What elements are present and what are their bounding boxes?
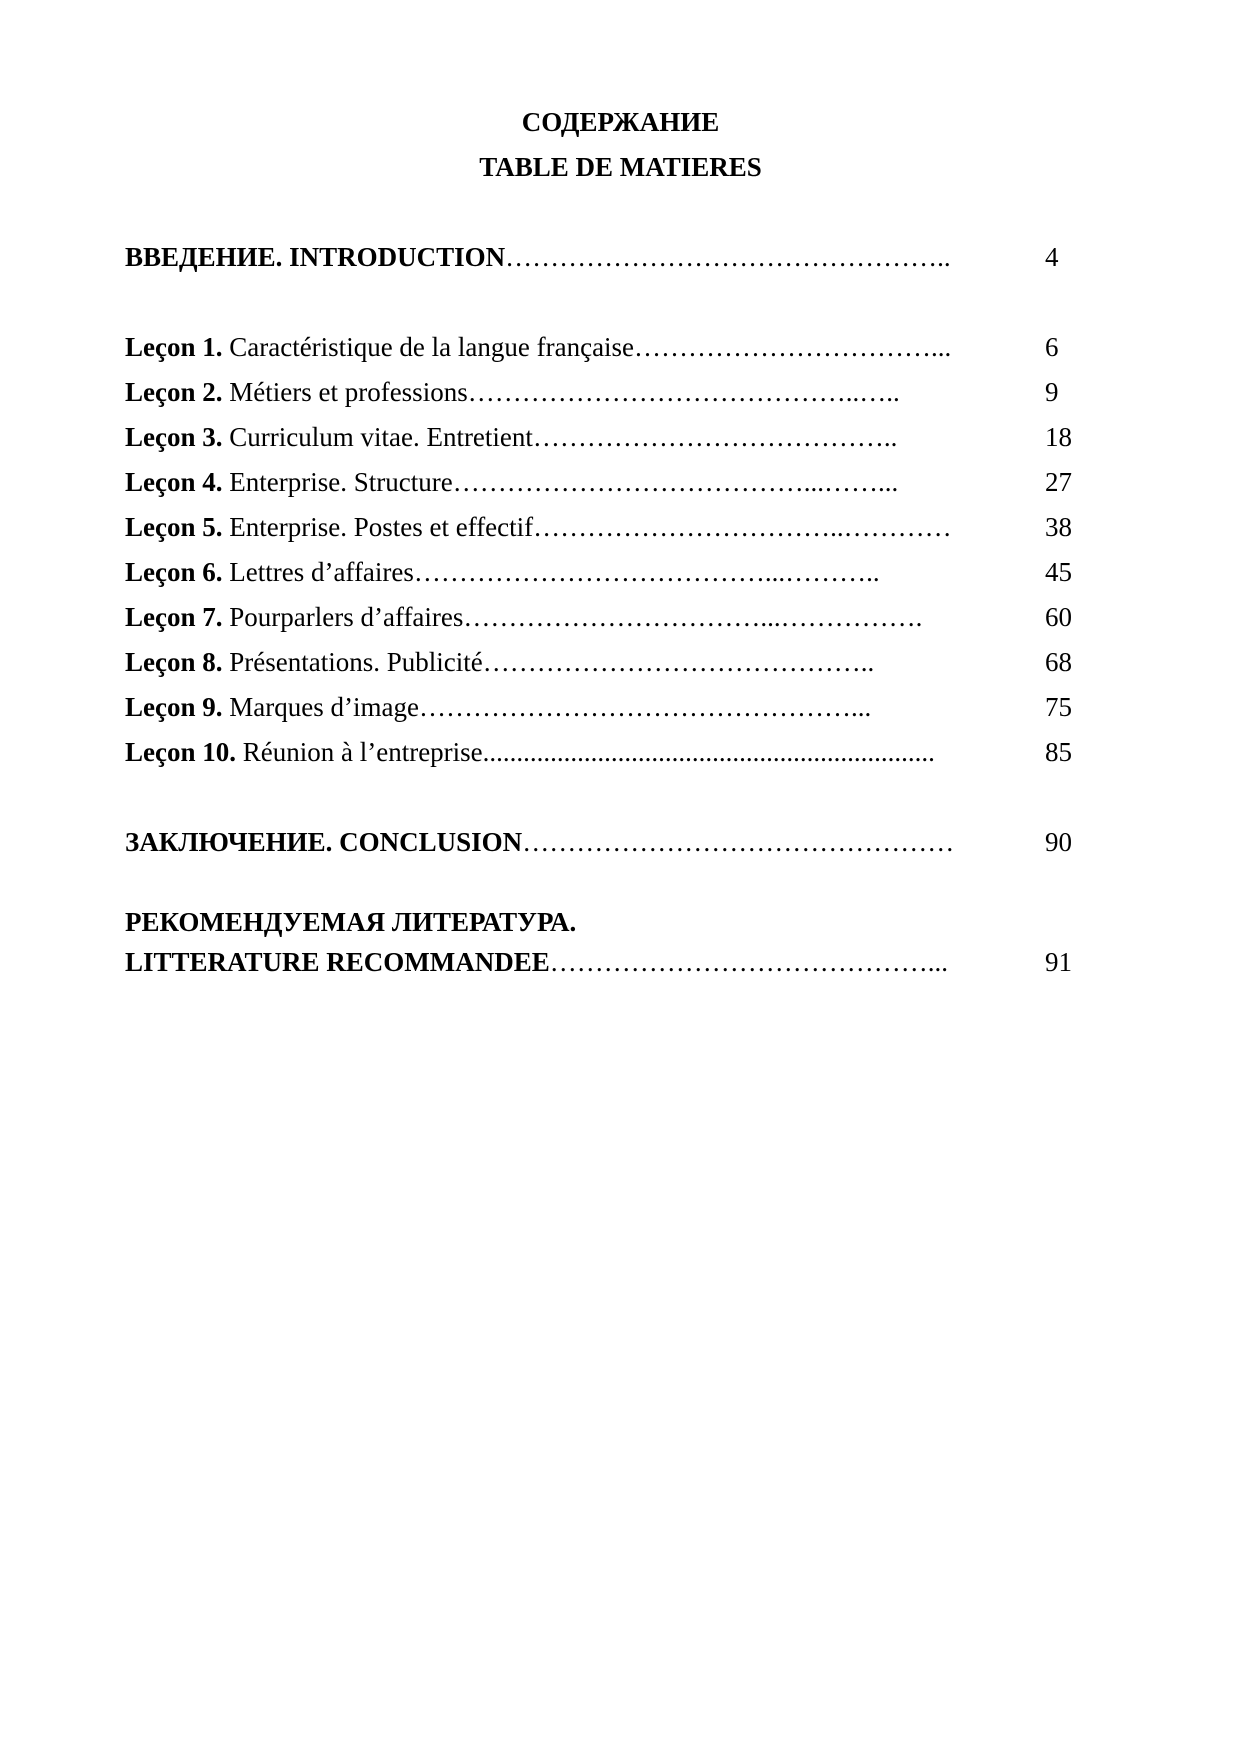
title-french: TABLE DE MATIERES xyxy=(479,152,762,182)
toc-leader-dots: ……………………………..………… xyxy=(533,512,952,542)
toc-leader-dots: ………………………………………… xyxy=(522,827,955,857)
toc-entry-label: ВВЕДЕНИЕ. INTRODUCTION xyxy=(125,242,506,272)
toc-leader-dots: ……………………………………... xyxy=(549,947,949,977)
toc-page-number: 38 xyxy=(1045,512,1072,542)
toc-entry-text xyxy=(125,945,948,979)
toc-page-number: 60 xyxy=(1045,602,1072,632)
toc-page-number: 18 xyxy=(1045,422,1072,452)
lesson-number: Leçon 5. xyxy=(125,512,223,542)
toc-entry-label: ЗАКЛЮЧЕНИЕ. CONCLUSION xyxy=(125,827,523,857)
lesson-number: Leçon 7. xyxy=(125,602,223,632)
lesson-title: Curriculum vitae. Entretient xyxy=(222,422,533,452)
lesson-title: Pourparlers d’affaires xyxy=(222,602,464,632)
lesson-title: Métiers et professions xyxy=(222,377,468,407)
lesson-title: Marques d’image xyxy=(222,692,419,722)
toc-page-number: 90 xyxy=(1045,827,1072,857)
toc-entry-text xyxy=(125,375,900,409)
toc-entry-text xyxy=(125,240,951,274)
lesson-number: Leçon 1. xyxy=(125,332,223,362)
toc-page-number: 6 xyxy=(1045,332,1059,362)
title-russian: СОДЕРЖАНИЕ xyxy=(521,107,720,137)
toc-entry-text xyxy=(125,735,935,769)
toc-entry-text xyxy=(125,555,880,589)
toc-page-number: 85 xyxy=(1045,737,1072,767)
lesson-title: Enterprise. Structure xyxy=(222,467,453,497)
lesson-title: Caractéristique de la langue française xyxy=(222,332,635,362)
toc-entry-text xyxy=(125,420,897,454)
toc-entry-text xyxy=(125,510,952,544)
lesson-number: Leçon 8. xyxy=(125,647,223,677)
toc-entry-text xyxy=(125,465,898,499)
toc-leader-dots: ……………………………...……………. xyxy=(463,602,923,632)
lesson-number: Leçon 9. xyxy=(125,692,223,722)
toc-leader-dots: …………………………………...……….. xyxy=(413,557,880,587)
lesson-title: Présentations. Publicité xyxy=(222,647,483,677)
toc-leader-dots: ……………………………………..….. xyxy=(467,377,900,407)
toc-entry-text xyxy=(125,825,954,859)
toc-leader-dots: …………………………………...……... xyxy=(452,467,899,497)
toc-page-number: 45 xyxy=(1045,557,1072,587)
toc-entry-label: LITTERATURE RECOMMANDEE xyxy=(125,947,550,977)
toc-leader-dots: ……………………………... xyxy=(634,332,952,362)
toc-page-number: 27 xyxy=(1045,467,1072,497)
toc-entry-label: РЕКОМЕНДУЕМАЯ ЛИТЕРАТУРА. xyxy=(125,907,577,937)
lesson-number: Leçon 2. xyxy=(125,377,223,407)
toc-leader-dots: ………………………………….. xyxy=(532,422,898,452)
toc-leader-dots: …………………………………….. xyxy=(482,647,875,677)
lesson-number: Leçon 10. xyxy=(125,737,236,767)
toc-page-number: 91 xyxy=(1045,947,1072,977)
toc-leader-dots: ………………………………………….. xyxy=(505,242,951,272)
toc-leader-dots: ................................................................... xyxy=(482,737,935,767)
lesson-title: Enterprise. Postes et effectif xyxy=(222,512,534,542)
toc-entry-text xyxy=(125,690,871,724)
toc-page-number: 75 xyxy=(1045,692,1072,722)
lesson-number: Leçon 3. xyxy=(125,422,223,452)
toc-entry-text xyxy=(125,330,951,364)
lesson-number: Leçon 6. xyxy=(125,557,223,587)
toc-leader-dots: …………………………………………... xyxy=(418,692,872,722)
toc-page-number: 68 xyxy=(1045,647,1072,677)
toc-page-number: 9 xyxy=(1045,377,1059,407)
toc-entry-text xyxy=(125,600,922,634)
toc-entry-text xyxy=(125,645,874,679)
lesson-title: Réunion à l’entreprise xyxy=(236,737,483,767)
lesson-title: Lettres d’affaires xyxy=(222,557,414,587)
lesson-number: Leçon 4. xyxy=(125,467,223,497)
toc-page-number: 4 xyxy=(1045,242,1059,272)
